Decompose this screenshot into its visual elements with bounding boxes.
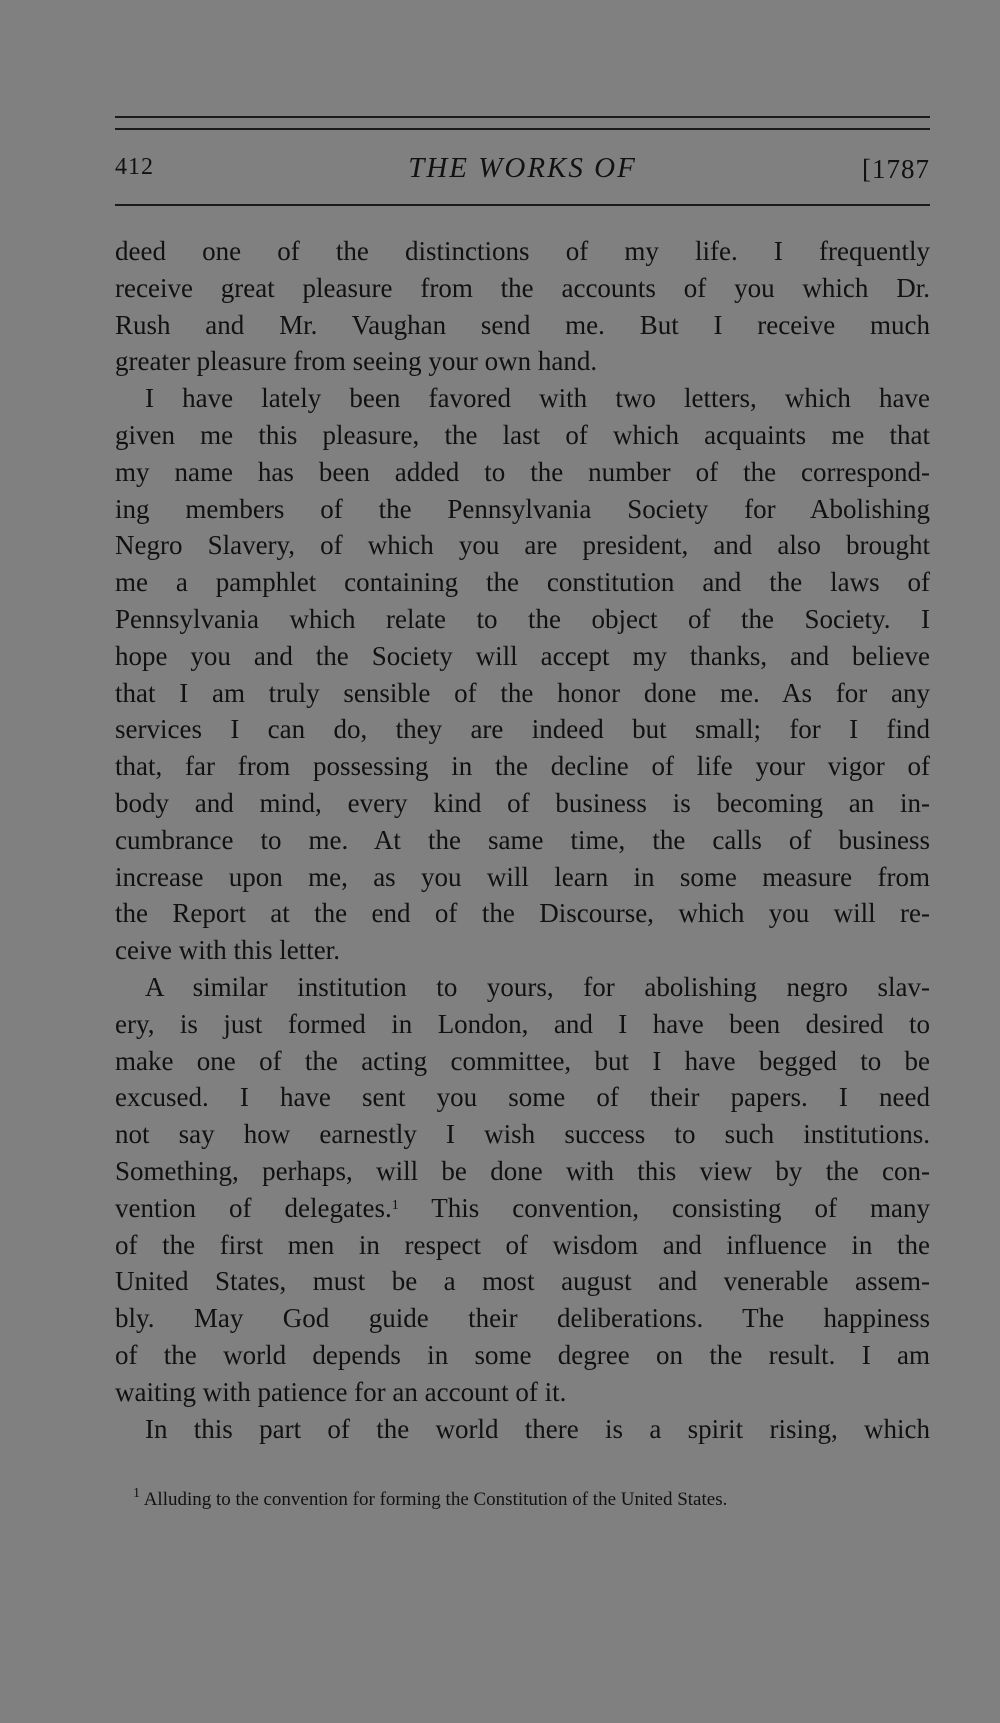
text-line: that, far from possessing in the decline of life your vigor of [115, 751, 930, 782]
text-line: body and mind, every kind of business is becoming an in- [115, 787, 930, 818]
text-line [115, 1190, 930, 1227]
text-line: ery, is just formed in London, and I have been desired to [115, 1008, 930, 1039]
text-line: my name has been added to the number of the correspond- [115, 456, 930, 487]
page-number: 412 [115, 154, 154, 180]
text-line: given me this pleasure, the last of which acquaints me that [115, 419, 930, 450]
top-rule [115, 116, 930, 118]
text-line: Negro Slavery, of which you are president, and also brought [115, 530, 930, 561]
text-line: A similar institution to yours, for abolishing negro slav- [145, 971, 930, 1002]
text-line: greater pleasure from seeing your own hand. [115, 346, 598, 377]
text-line: bly. May God guide their deliberations. The happiness [115, 1303, 930, 1334]
text-line: ceive with this letter. [115, 935, 340, 966]
header-rule [115, 204, 930, 206]
text-line: Pennsylvania which relate to the object of the Society. I [115, 603, 930, 634]
body-text [115, 233, 930, 1447]
text-line: that I am truly sensible of the honor done me. As for any [115, 677, 930, 708]
text-line: hope you and the Society will accept my thanks, and believe [115, 640, 930, 671]
text-line: the Report at the end of the Discourse, which you will re- [115, 898, 930, 929]
text-segment: vention of delegates. [115, 1192, 392, 1223]
text-line: I have lately been favored with two letters, which have [145, 383, 930, 414]
footnote-number: 1 [133, 1486, 140, 1501]
footnote-text: Alluding to the convention for forming the Constitution of the United States. [140, 1489, 728, 1510]
text-line: of the world depends in some degree on the result. I am [115, 1339, 930, 1370]
book-page [115, 0, 930, 1723]
text-line: receive great pleasure from the accounts of you which Dr. [115, 272, 930, 303]
text-line: excused. I have sent you some of their papers. I need [115, 1082, 930, 1113]
header-year: [1787 [862, 154, 930, 184]
text-line: United States, must be a most august and venerable assem- [115, 1266, 930, 1297]
text-line: make one of the acting committee, but I have begged to be [115, 1045, 930, 1076]
footnote-marker[interactable]: 1 [391, 1197, 399, 1213]
top-rule-inner [115, 128, 930, 130]
text-segment: This convention, consisting of many [398, 1192, 930, 1223]
text-line: In this part of the world there is a spirit rising, which [145, 1413, 930, 1444]
footnote [115, 1488, 930, 1512]
text-line: Something, perhaps, will be done with this view by the con- [115, 1155, 930, 1186]
text-line: cumbrance to me. At the same time, the calls of business [115, 824, 930, 855]
text-line: Rush and Mr. Vaughan send me. But I receive much [115, 309, 930, 340]
running-title: THE WORKS OF [408, 152, 637, 184]
text-line: increase upon me, as you will learn in some measure from [115, 861, 930, 892]
text-line: of the first men in respect of wisdom and influence in the [115, 1229, 930, 1260]
text-line: deed one of the distinctions of my life. I frequently [115, 236, 930, 266]
text-line: waiting with patience for an account of it. [115, 1376, 567, 1407]
text-line: not say how earnestly I wish success to such institutions. [115, 1119, 930, 1150]
text-line: me a pamphlet containing the constitution and the laws of [115, 567, 930, 598]
running-header [115, 148, 930, 188]
text-line: ing members of the Pennsylvania Society for Abolishing [115, 493, 930, 524]
text-line: services I can do, they are indeed but small; for I find [115, 714, 930, 745]
